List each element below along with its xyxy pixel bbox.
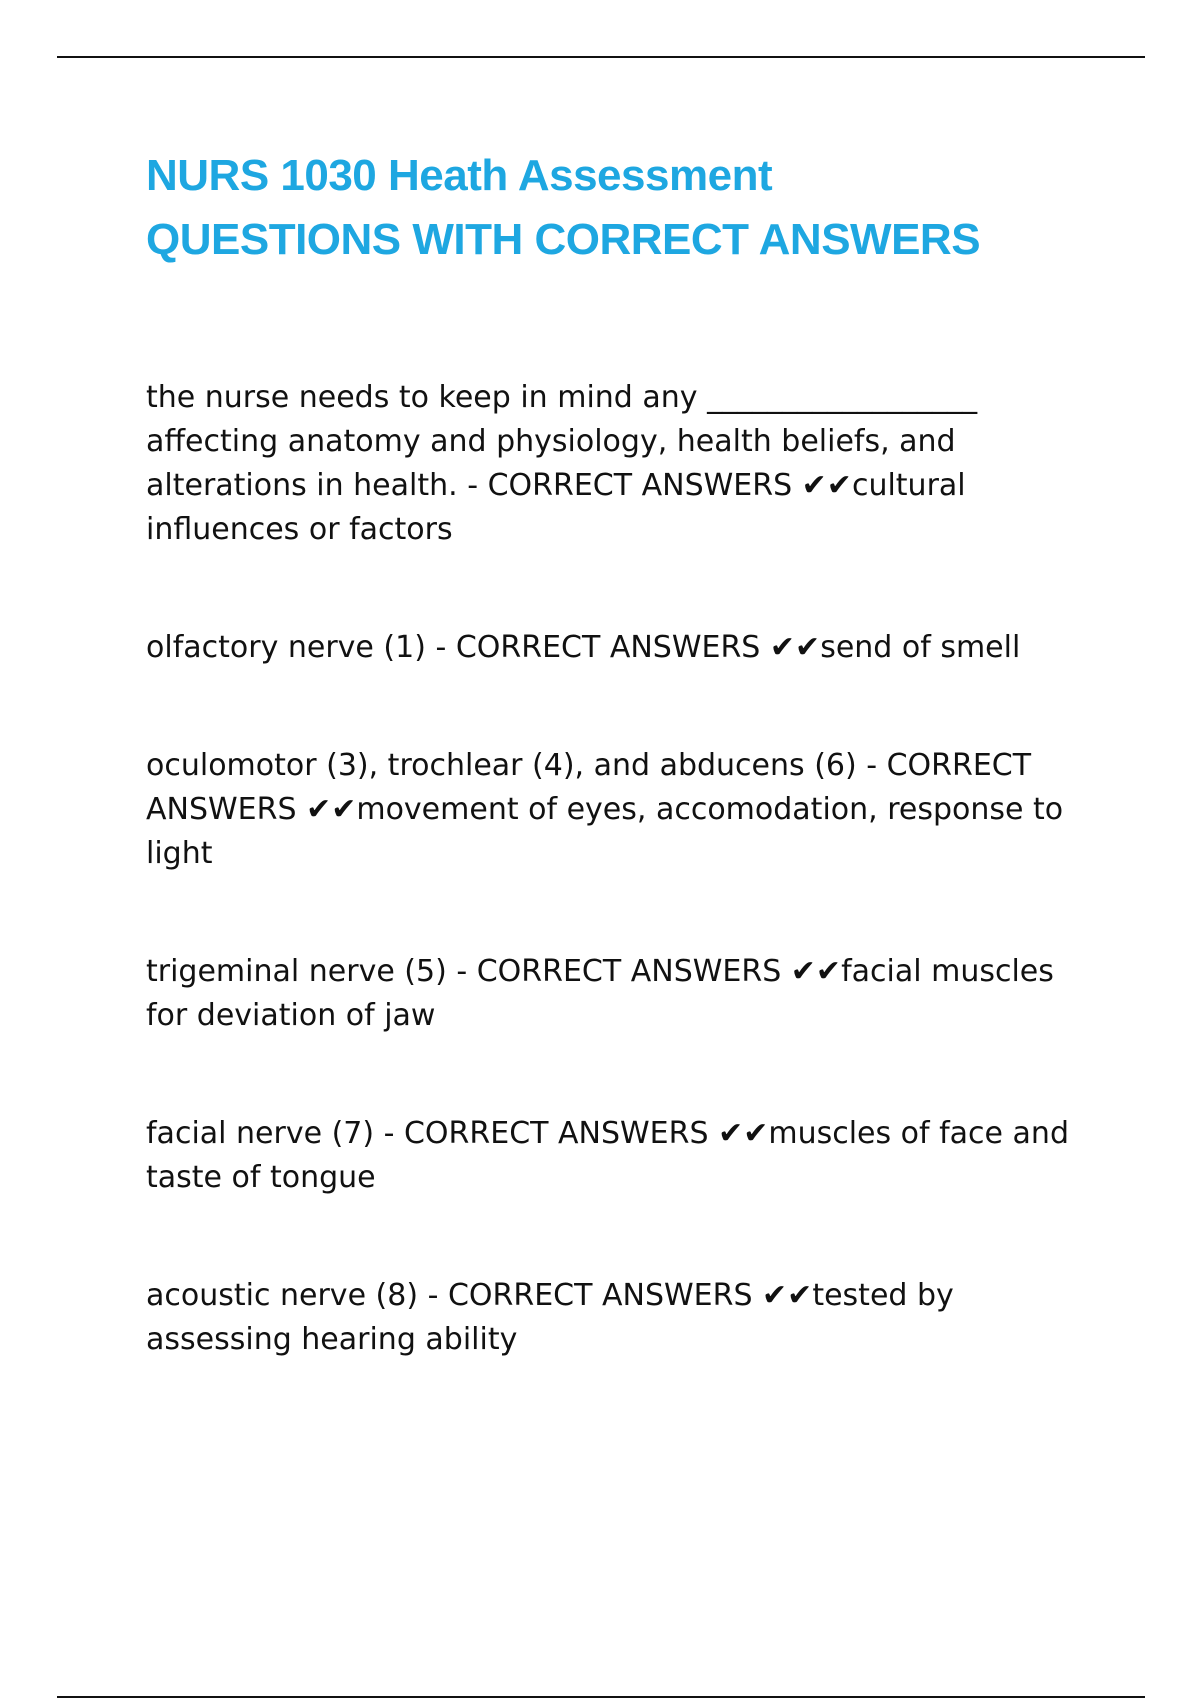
correct-answers-marker: CORRECT ANSWERS <box>146 748 1032 827</box>
question-text: the nurse needs to keep in mind any __________________ affecting anatomy and physiology, health beliefs, and alterations in health. <box>146 380 978 503</box>
double-check-icon: ✔✔ <box>769 630 821 665</box>
header-rule <box>57 56 1145 58</box>
correct-answers-marker: CORRECT ANSWERS <box>476 954 782 989</box>
answer-text: tested by assessing hearing ability <box>146 1278 954 1357</box>
qa-item: acoustic nerve (8) - CORRECT ANSWERS ✔✔tested by assessing hearing ability <box>146 1278 954 1357</box>
answer-text: cultural influences or factors <box>146 468 966 547</box>
qa-item: facial nerve (7) - CORRECT ANSWERS ✔✔muscles of face and taste of tongue <box>146 1116 1069 1195</box>
question-text: olfactory nerve (1) <box>146 630 426 665</box>
title-line-2: QUESTIONS WITH CORRECT ANSWERS <box>146 215 981 264</box>
document-body <box>146 144 1106 1362</box>
document-title <box>146 144 1106 272</box>
qa-item: oculomotor (3), trochlear (4), and abducens (6) - CORRECT ANSWERS ✔✔movement of eyes, accomodation, response to light <box>146 748 1064 871</box>
answer-text: send of smell <box>820 630 1021 665</box>
question-text: oculomotor (3), trochlear (4), and abducens (6) <box>146 748 857 783</box>
footer-rule <box>57 1696 1145 1698</box>
answer-text: facial muscles for deviation of jaw <box>146 954 1054 1033</box>
question-text: acoustic nerve (8) <box>146 1278 419 1313</box>
correct-answers-marker: CORRECT ANSWERS <box>447 1278 753 1313</box>
question-text: facial nerve (7) <box>146 1116 375 1151</box>
correct-answers-marker: CORRECT ANSWERS <box>455 630 761 665</box>
qa-item: trigeminal nerve (5) - CORRECT ANSWERS ✔✔facial muscles for deviation of jaw <box>146 954 1054 1033</box>
qa-list <box>146 376 1106 1362</box>
double-check-icon: ✔✔ <box>790 954 842 989</box>
double-check-icon: ✔✔ <box>306 792 357 827</box>
double-check-icon: ✔✔ <box>718 1116 769 1151</box>
correct-answers-marker: CORRECT ANSWERS <box>403 1116 709 1151</box>
qa-item: olfactory nerve (1) - CORRECT ANSWERS ✔✔send of smell <box>146 630 1021 665</box>
double-check-icon: ✔✔ <box>762 1278 813 1313</box>
correct-answers-marker: CORRECT ANSWERS <box>487 468 793 503</box>
title-line-1: NURS 1030 Heath Assessment <box>146 151 773 200</box>
qa-item: the nurse needs to keep in mind any __________________ affecting anatomy and physiology, health beliefs, and alterations in health. - CORRECT ANSWERS ✔✔cultural influences or factors <box>146 380 978 547</box>
double-check-icon: ✔✔ <box>801 468 852 503</box>
answer-text: movement of eyes, accomodation, response to light <box>146 792 1064 871</box>
answer-text: muscles of face and taste of tongue <box>146 1116 1069 1195</box>
question-text: trigeminal nerve (5) <box>146 954 447 989</box>
